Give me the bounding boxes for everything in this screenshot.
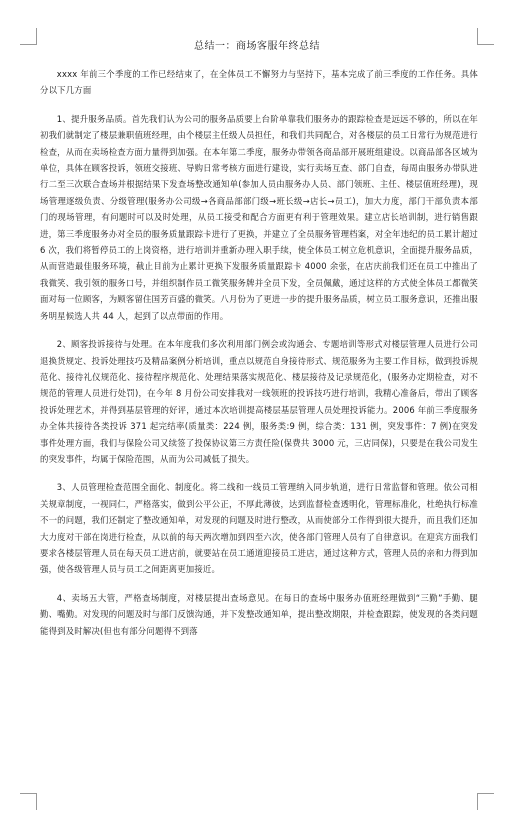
section-2-complaint-handling: 2、顾客投诉接待与处理。在本年度我们多次利用部门例会或沟通会、专题培训等形式对楼层管理人员进行公司退换货规定、投诉处理技巧及精品案例分析培训，重点以规范自身接待形式、规范服务为主要工作目标，做到投诉规范化、接待礼仪规范化、接待程序规范化、处理结果落实规范化、楼层接待及记录规范化，(服务办定期检查，对不规范的管理人员进行处罚)，在今年 8 月份公司安排我对一线领班的投诉技巧进行培训，我精心准备后，带出了顾客投诉处理艺术，并得到基层管理的好评，通过本次培训提高楼层基层管理人员处理投诉能力。2006 年前三季度服务办全体共接待各类投诉 371 起完结率(质量类：224 例，服务类:9 例，综合类：131 例，突发事件：7 例)在突发事件处理方面，我们与保险公司又续签了投保协议第三方责任险(保费共 3000 元，三店同保)，只要是在我公司发生的突发事件，均属于保险范围，从而为公司减低了损失。 <box>40 339 478 464</box>
section-4-floor-inspection: 4、卖场五大管，严格查场制度，对楼层提出查场意见。在每日的查场中服务办值班经理做到“三勤”手勤、腿勤、嘴勤。对发现的问题及时与部门反馈沟通，并下发整改通知单，提出整改期限，并检查跟踪，使发现的各类问题能得到及时解决(但也有部分问题得不到落 <box>40 592 478 636</box>
document-body <box>40 66 478 651</box>
section-3-staff-management: 3、人员管理检查范围全面化、制度化。将二线和一线员工管理纳入同步轨道，进行日常监督和管理。依公司相关规章制度，一视同仁，严格落实，做到公平公正，不厚此薄彼，达到监督检查透明化，管理标准化，杜绝执行标准不一的问题，我们还制定了整改通知单，对发现的问题及时进行整改，从而使部分工作得到很大提升，而且我们还加大力度对干部在岗进行检查，从以前的每天两次增加到四至六次，使各部门管理人员有了自律意识。在迎宾方面我们要求各楼层管理人员在每天员工进店前，就要站在员工通道迎接员工进店，通过这种方式，管理人员的亲和力得到加强，使各级管理人员与员工之间距离更加接近。 <box>40 482 478 575</box>
intro-paragraph: xxxx 年前三个季度的工作已经结束了，在全体员工不懈努力与坚持下，基本完成了前三季度的工作任务。具体分以下几方面 <box>40 69 478 96</box>
corner-mark-bottom-left <box>20 793 37 810</box>
corner-mark-bottom-right <box>477 793 494 810</box>
section-1-service-quality: 1、提升服务品质。首先我们认为公司的服务品质要上台阶单靠我们服务办的跟踪检查是远远不够的，所以在年初我们就制定了楼层兼职值班经理，由个楼层主任级人员担任，和我们共同配合，对各楼层的员工日常行为规范进行检查，从而在卖场检查方面力量得到加强。在本年第二季度，服务办带领各商品部开展班组建设。以商品部各区域为单位，具体在顾客投诉，领班交接班、导购日常考核方面进行建设，实行卖场互查、部门自查，每周由服务办带队进行二至三次联合查场并根据结果下发查场整改通知单(参加人员由服务办人员、部门领班、主任、楼层值班经理)，现场管理逐级负责、分级管理(服务办公司级→各商品部部门级→班长级→店长→员工)，加大力度，部门干部负责本部门的现场管理，有问题时可以及时处理，从员工接受和配合方面更有利于管理效果。建立店长培训制，进行销售跟进，第三季度服务办对全员的服务质量跟踪卡进行了更换，并建立了全员服务管理档案，对全年违纪的员工累计超过 6 次，我们将暂停员工的上岗资格，进行培训并重新办理入职手续，使全体员工树立危机意识，全面提升服务品质，从而营造最佳服务环境，截止目前为止累计更换下发服务质量跟踪卡 4000 余张，在店庆前我们还在员工中推出了我微笑、我引领的服务口号，并组织制作员工微笑服务牌并全员下发，全员佩戴，通过这样的方式使全体员工都微笑面对每一位顾客，为顾客留住国芳百盛的微笑。八月份为了更进一步的提升服务品质，树立员工服务意识，还推出服务明星候选人共 44 人，起到了以点带面的作用。 <box>40 113 478 321</box>
document-title: 总结一：商场客服年终总结 <box>194 41 320 52</box>
